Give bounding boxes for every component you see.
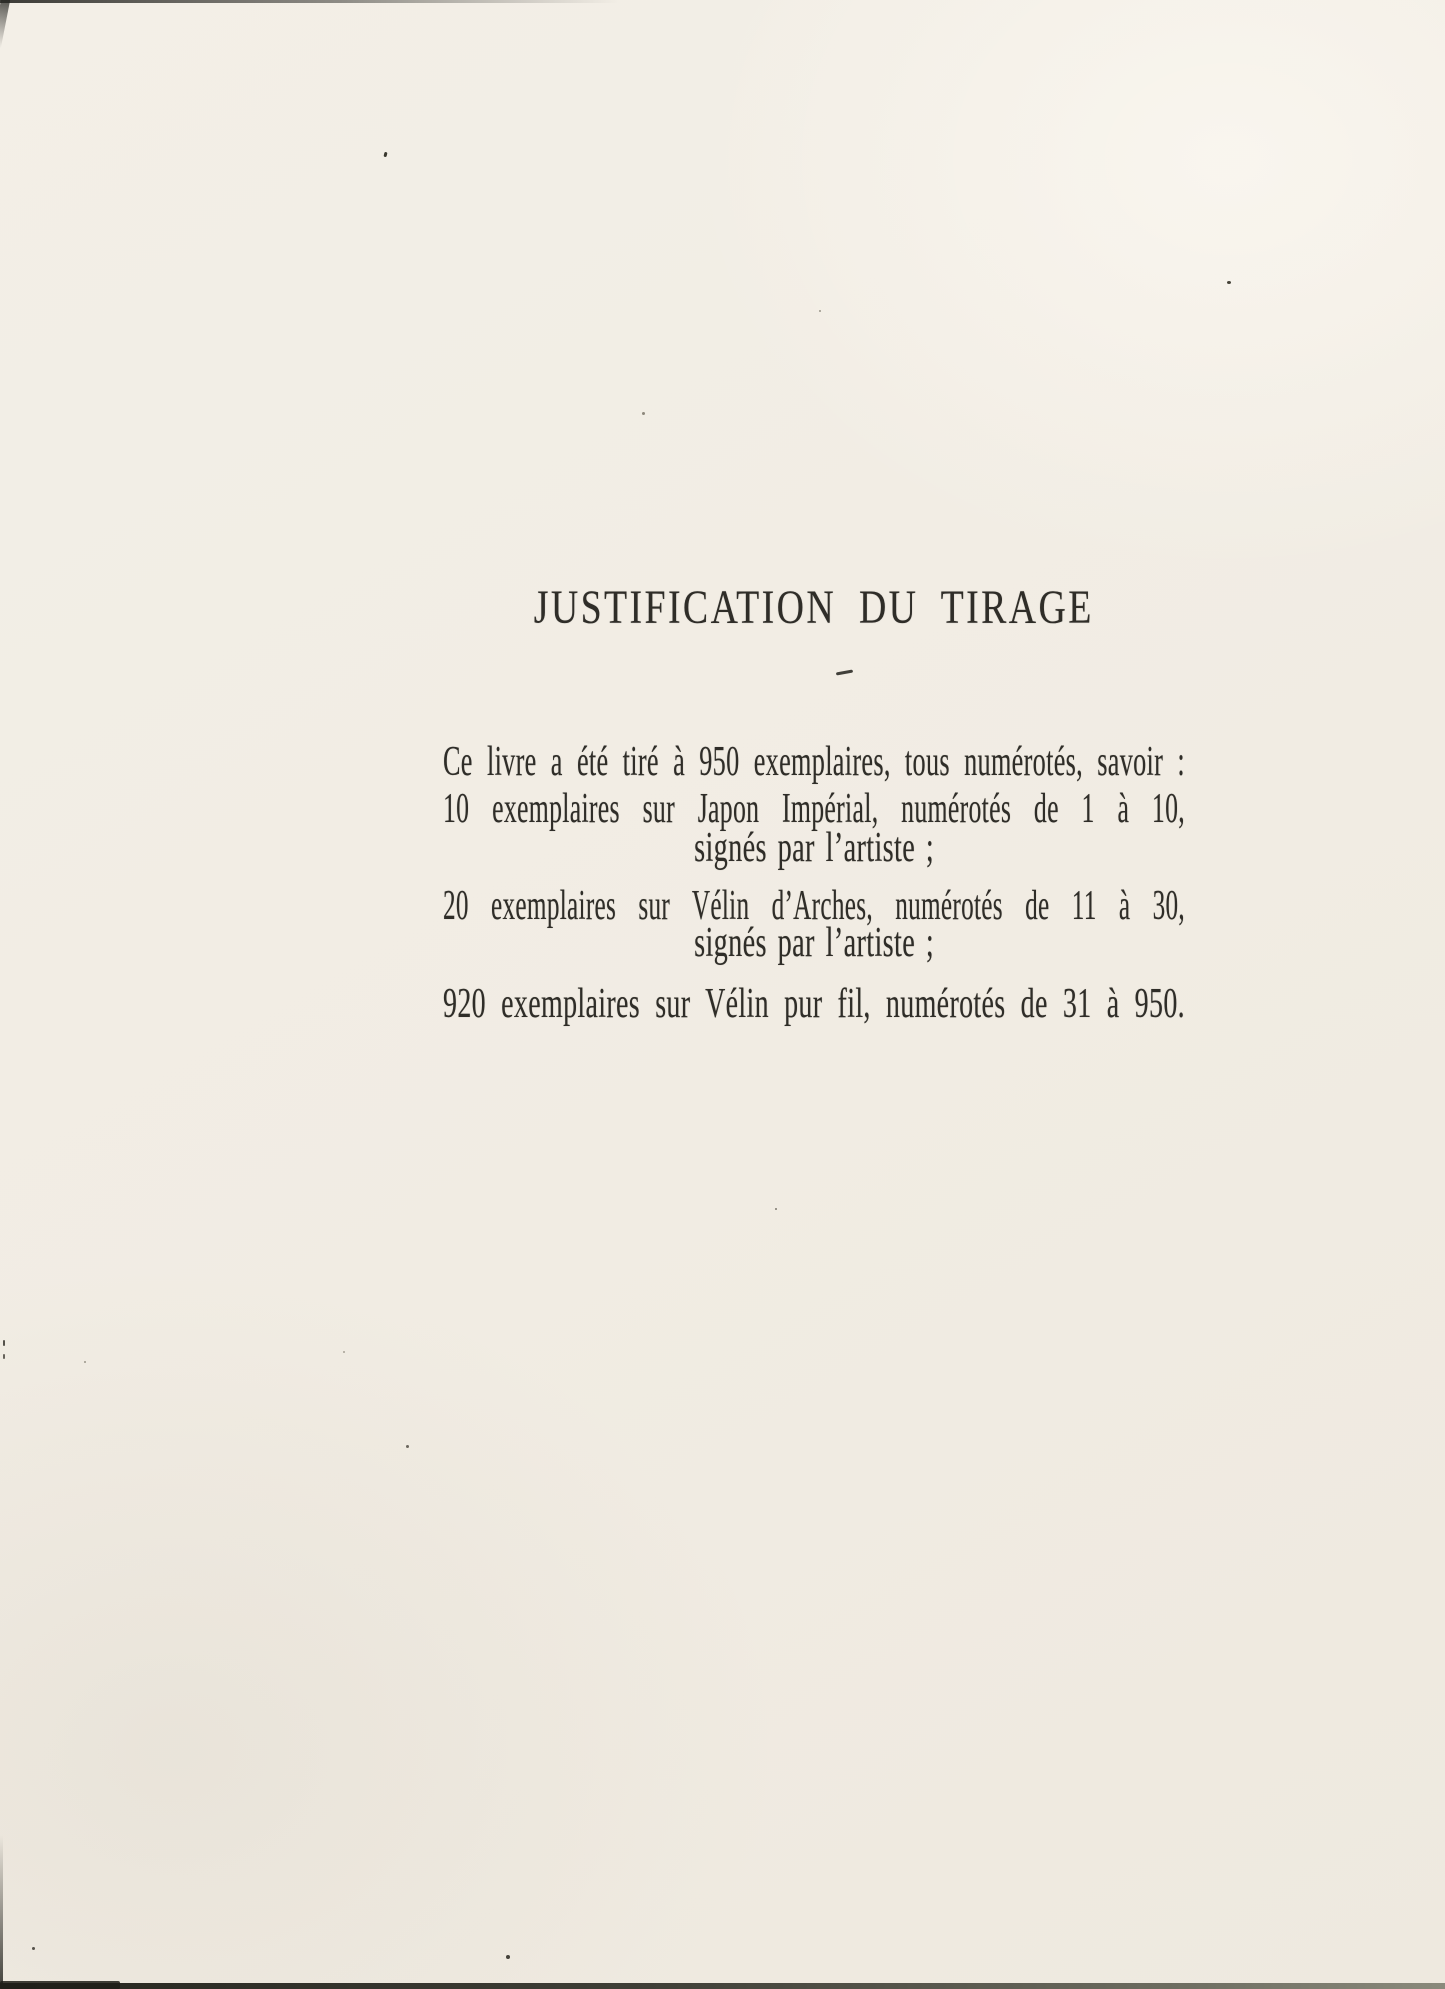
- dust-speck: [3, 1340, 5, 1346]
- colophon-line-purfil: [443, 983, 1185, 1025]
- colophon-title: [443, 581, 1185, 634]
- dust-speck: [343, 1351, 345, 1353]
- colophon-line-intro: [443, 741, 1185, 783]
- dust-speck: [1227, 281, 1231, 284]
- colophon-line-japon: [443, 788, 1185, 830]
- colophon-line-text: 920 exemplaires sur Vélin pur fil, numérotés de 31 à 950.: [443, 981, 1185, 1027]
- scan-edge-left: [0, 1835, 3, 1989]
- dust-speck: [819, 310, 821, 312]
- colophon-line-text: Ce livre a été tiré à 950 exemplaires, tous numérotés, savoir :: [443, 739, 1186, 785]
- colophon-line-text: 20 exemplaires sur Vélin d’Arches, numérotés de 11 à 30,: [443, 883, 1186, 929]
- dust-speck: [84, 1361, 86, 1363]
- colophon-title-text: JUSTIFICATION DU TIRAGE: [534, 581, 1094, 634]
- dust-speck: [506, 1955, 510, 1959]
- dust-speck: [32, 1947, 35, 1950]
- scan-edge-bottom: [0, 1983, 1445, 1989]
- dust-speck: [3, 1354, 5, 1359]
- colophon-line-signed-2: [443, 922, 1185, 964]
- title-flourish-dash: [836, 670, 853, 676]
- colophon-line-text: 10 exemplaires sur Japon Impérial, numérotés de 1 à 10,: [443, 786, 1186, 832]
- dust-speck: [775, 1208, 777, 1210]
- scan-edge-top: [0, 0, 620, 3]
- dust-speck: [642, 412, 645, 415]
- dust-speck: [406, 1445, 409, 1448]
- colophon-line-signed-1: [443, 827, 1185, 869]
- scan-edge-bottom-left: [0, 1981, 120, 1989]
- scan-edge-top-left-corner: [0, 0, 11, 48]
- dust-speck: [383, 152, 387, 158]
- colophon-line-text: signés par l’artiste ;: [693, 920, 934, 966]
- colophon-line-text: signés par l’artiste ;: [693, 825, 934, 871]
